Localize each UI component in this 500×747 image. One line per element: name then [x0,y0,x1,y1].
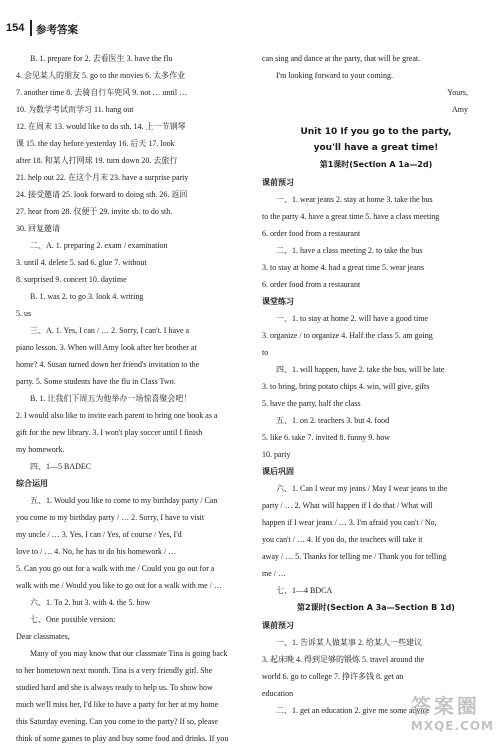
answer-line: to the party 4. have a great time 5. have a class meeting [262,212,440,221]
answer-line: 24. 接受邀请 25. look forward to doing sth. 26. 返回 [16,190,188,199]
answer-line: 七、One possible version: [30,615,116,624]
watermark-url: MXQE.COM [410,719,494,733]
answer-line: 3. to stay at home 4. had a great time 5. wear jeans [262,263,424,272]
answer-line: 五、1. on 2. teachers 3. but 4. food [276,416,390,425]
section-heading: 课前预习 [262,178,294,187]
letter-closing: Yours, [447,88,468,97]
answer-line: 8. surprised 9. concert 10. daytime [16,275,127,284]
answer-line: 课 15. the day before yesterday 16. 后天 17. look [16,139,175,148]
answer-line: my uncle / … 3. Yes, I can / Yes, of course / Yes, I'd [16,530,182,539]
watermark [411,690,494,733]
answer-line: away / … 5. Thanks for telling me / Thank you for telling [262,552,447,561]
answer-line: 5. Can you go out for a walk with me / Could you go out for a [16,564,215,573]
answer-line: B. 1. prepare for 2. 去看医生 3. have the flu [30,54,173,63]
answer-line: world 6. go to college 7. 挣许多钱 8. get an [262,672,404,681]
answer-line: to [262,348,269,357]
answer-line: 3. organize / to organize 4. Half the class 5. am going [262,331,433,340]
answer-line: much we'll miss her, I'd like to have a party for her at my home [16,700,219,709]
lesson-heading: 第1课时(Section A 1a—2d) [319,160,433,169]
section-heading: 课堂练习 [262,297,294,306]
answer-line: 2. I would also like to invite each parent to bring one book as a [16,411,218,420]
page-header [0,0,500,42]
answer-line: party. 5. Some students have the flu in Class Two. [16,377,176,386]
answer-line: 10. party [262,450,291,459]
answer-line: 5. like 6. take 7. invited 8. funny 9. how [262,433,390,442]
answer-line: 6. order food from a restaurant [262,229,361,238]
answer-line: education [262,689,294,698]
answer-line: 3. to bring, bring potato chips 4. win, will give, gifts [262,382,430,391]
answer-line: 12. 在周末 13. would like to do sth. 14. 上一节钢琴 [16,122,186,131]
answer-line: to her hometown next month. Tina is a very friendly girl. She [16,666,213,675]
section-heading: 综合运用 [16,479,48,488]
answer-line: you can't / … 4. If you do, the teachers will take it [262,535,423,544]
unit-title: Unit 10 If you go to the party, [300,127,452,137]
answer-line: 六、1. To 2. but 3. with 4. the 5. how [30,598,151,607]
answer-line: can sing and dance at the party, that will be great. [262,54,421,63]
answer-line: you come to my birthday party / … 2. Sorry, I have to visit [16,513,205,522]
lesson-heading: 第2课时(Section A 3a—Section B 1d) [297,603,455,612]
answer-line: 五、1. Would you like to come to my birthday party / Can [30,496,218,505]
answer-line: 21. help out 22. 在这个月末 23. have a surprise party [16,173,189,182]
answer-line: home? 4. Susan turned down her friend's invitation to the [16,360,200,369]
watermark-logo: 答案圈 [410,694,480,718]
answer-line: 二、A. 1. preparing 2. exam / examination [30,241,168,250]
answer-line: I'm looking forward to your coming. [276,71,393,80]
answer-line: 一、1. wear jeans 2. stay at home 3. take the bus [276,195,433,204]
answer-line: my homework. [16,445,65,454]
answer-line: think of some games to play and buy some food and drinks. If you [16,734,229,743]
answer-line: 5. us [16,309,32,318]
section-heading: 课后巩固 [262,467,294,476]
answer-line: 一、1. to stay at home 2. will have a good time [276,314,428,323]
answer-line: me / … [262,569,286,578]
answer-line: 3. 起床晚 4. 得到足够的锻炼 5. travel around the [262,655,425,664]
answer-line: party / … 2. What will happen if I do that / What will [262,501,433,510]
answer-line: 六、1. Can I wear my jeans / May I wear jeans to the [276,484,448,493]
answer-line: 7. another time 8. 去骑自行车兜风 9. not … until … [16,88,188,97]
letter-signature: Amy [452,105,468,114]
answer-line: studied hard and she is always ready to help us. To show how [16,683,213,692]
answer-line: 3. until 4. delete 5. sad 6. glue 7. without [16,258,147,267]
answer-line: piano lesson. 3. When will Amy look after her brother at [16,343,197,352]
answer-line: 七、1—4 BDCA [276,586,333,595]
answer-line: 三、A. 1. Yes, I can / … 2. Sorry, I can't. I have a [30,326,190,335]
answer-line: 四、1—5 BADEC [30,462,92,471]
answer-line: 6. order food from a restaurant [262,280,361,289]
answer-line: after 18. 和某人打网球 19. turn down 20. 去旅行 [16,156,178,165]
header-divider [30,20,32,36]
answer-line: 二、1. have a class meeting 2. to take the bus [276,246,423,255]
answer-line: 30. 回复邀请 [16,224,60,233]
answer-line: Dear classmates, [16,632,70,641]
right-column [262,50,490,719]
answer-line: 10. 为数学考试而学习 11. hang out [16,105,134,114]
answer-line: walk with me / Would you like to go out for a walk with me / … [16,581,222,590]
left-column [16,50,244,747]
answer-line: 二、1. get an education 2. give me some advice [276,706,430,715]
answer-line: 一、1. 告诉某人做某事 2. 给某人一些建议 [276,638,422,647]
page-title: 参考答案 [36,24,78,36]
answer-line: 4. 会见某人的朋友 5. go to the movies 6. 太多作业 [16,71,186,80]
answer-line: 5. have the party, half the class [262,399,361,408]
page-number: 154 [6,22,25,34]
section-heading: 课前预习 [262,621,294,630]
unit-subtitle: you'll have a great time! [313,143,439,153]
answer-line: B. 1. was 2. to go 3. look 4. writing [30,292,144,301]
answer-line: love to / … 4. No, he has to do his homework / … [16,547,177,556]
answer-line: B. 1. 让我们下周五为他举办一场惊喜聚会吧！ [30,394,192,403]
answer-line: 27. hear from 28. 仅便于 29. invite sb. to do sth. [16,207,173,216]
answer-line: this Saturday evening. Can you come to the party? If so, please [16,717,218,726]
answer-line: gift for the new library. 3. I won't play soccer until I finish [16,428,203,437]
answer-line: 四、1. will happen, have 2. take the bus, will be late [276,365,445,374]
answer-line: Many of you may know that our classmate Tina is going back [30,649,228,658]
answer-line: happen if I wear jeans / … 3. I'm afraid you can't / No, [262,518,437,527]
